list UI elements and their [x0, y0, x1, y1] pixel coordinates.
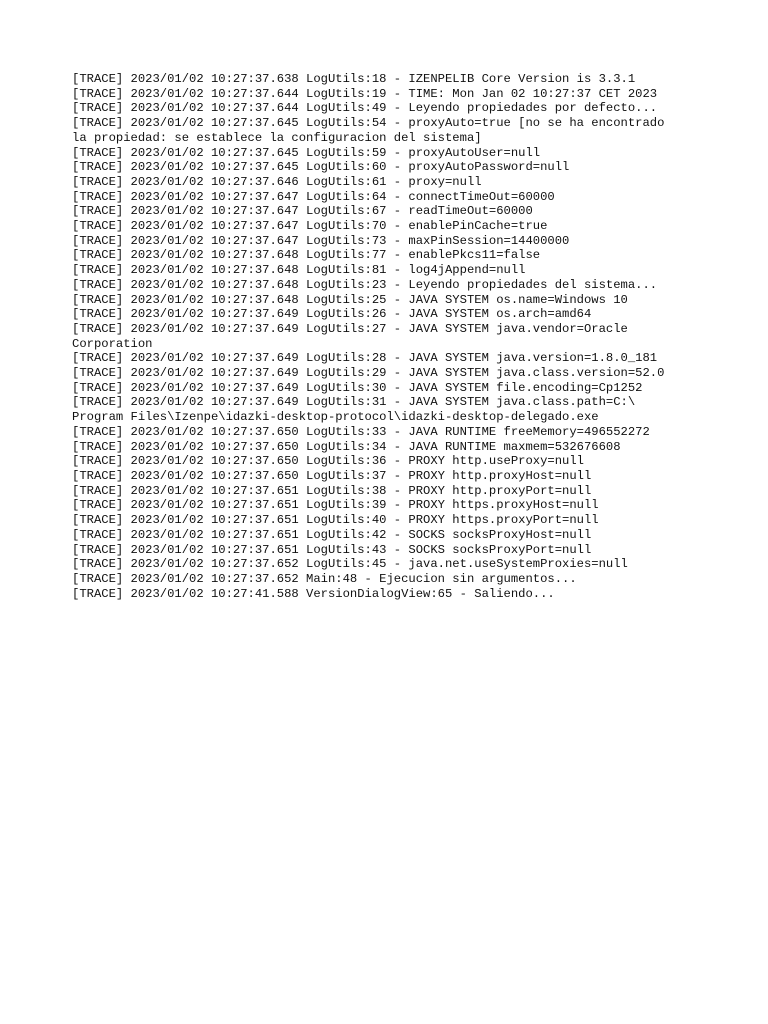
log-line: [TRACE] 2023/01/02 10:27:37.650 LogUtils:37 - PROXY http.proxyHost=null	[72, 468, 592, 483]
log-line: Program Files\Izenpe\idazki-desktop-protocol\idazki-desktop-delegado.exe	[72, 410, 599, 425]
log-line: [TRACE] 2023/01/02 10:27:37.644 LogUtils:19 - TIME: Mon Jan 02 10:27:37 CET 2023	[72, 86, 658, 101]
log-line: [TRACE] 2023/01/02 10:27:37.651 LogUtils:38 - PROXY http.proxyPort=null	[72, 483, 592, 498]
log-document	[72, 72, 692, 601]
log-line: [TRACE] 2023/01/02 10:27:37.649 LogUtils:28 - JAVA SYSTEM java.version=1.8.0_181	[72, 351, 658, 366]
log-line: [TRACE] 2023/01/02 10:27:37.644 LogUtils:49 - Leyendo propiedades por defecto...	[72, 101, 658, 116]
log-line: [TRACE] 2023/01/02 10:27:37.648 LogUtils:25 - JAVA SYSTEM os.name=Windows 10	[72, 292, 628, 307]
log-line: [TRACE] 2023/01/02 10:27:37.651 LogUtils:43 - SOCKS socksProxyPort=null	[72, 542, 592, 557]
log-line: [TRACE] 2023/01/02 10:27:37.650 LogUtils:34 - JAVA RUNTIME maxmem=532676608	[72, 439, 621, 454]
log-line: [TRACE] 2023/01/02 10:27:37.652 Main:48 - Ejecucion sin argumentos...	[72, 571, 577, 586]
log-line: [TRACE] 2023/01/02 10:27:37.649 LogUtils:29 - JAVA SYSTEM java.class.version=52.0	[72, 366, 665, 381]
log-line: Corporation	[72, 336, 153, 351]
log-line: [TRACE] 2023/01/02 10:27:37.650 LogUtils:33 - JAVA RUNTIME freeMemory=496552272	[72, 424, 650, 439]
log-line: [TRACE] 2023/01/02 10:27:37.647 LogUtils:73 - maxPinSession=14400000	[72, 233, 570, 248]
log-line: [TRACE] 2023/01/02 10:27:37.651 LogUtils:39 - PROXY https.proxyHost=null	[72, 498, 599, 513]
log-line: [TRACE] 2023/01/02 10:27:37.649 LogUtils:31 - JAVA SYSTEM java.class.path=C:\	[72, 395, 636, 410]
log-line: [TRACE] 2023/01/02 10:27:37.648 LogUtils:23 - Leyendo propiedades del sistema...	[72, 277, 658, 292]
log-line: [TRACE] 2023/01/02 10:27:37.649 LogUtils:27 - JAVA SYSTEM java.vendor=Oracle	[72, 321, 628, 336]
log-line: [TRACE] 2023/01/02 10:27:37.647 LogUtils:70 - enablePinCache=true	[72, 219, 548, 234]
log-line: [TRACE] 2023/01/02 10:27:37.652 LogUtils:45 - java.net.useSystemProxies=null	[72, 557, 628, 572]
log-line: [TRACE] 2023/01/02 10:27:37.645 LogUtils:59 - proxyAutoUser=null	[72, 145, 541, 160]
log-line: [TRACE] 2023/01/02 10:27:37.650 LogUtils:36 - PROXY http.useProxy=null	[72, 454, 584, 469]
log-line: [TRACE] 2023/01/02 10:27:37.651 LogUtils:40 - PROXY https.proxyPort=null	[72, 513, 599, 528]
log-line: [TRACE] 2023/01/02 10:27:37.649 LogUtils:26 - JAVA SYSTEM os.arch=amd64	[72, 307, 592, 322]
log-line: [TRACE] 2023/01/02 10:27:37.647 LogUtils:67 - readTimeOut=60000	[72, 204, 533, 219]
log-line: [TRACE] 2023/01/02 10:27:37.648 LogUtils:81 - log4jAppend=null	[72, 263, 526, 278]
log-line: [TRACE] 2023/01/02 10:27:37.651 LogUtils:42 - SOCKS socksProxyHost=null	[72, 527, 592, 542]
log-line: [TRACE] 2023/01/02 10:27:37.645 LogUtils:54 - proxyAuto=true [no se ha encontrado	[72, 116, 665, 131]
log-line: la propiedad: se establece la configuracion del sistema]	[72, 130, 482, 145]
log-line: [TRACE] 2023/01/02 10:27:37.648 LogUtils:77 - enablePkcs11=false	[72, 248, 541, 263]
log-line: [TRACE] 2023/01/02 10:27:37.647 LogUtils:64 - connectTimeOut=60000	[72, 189, 555, 204]
log-line: [TRACE] 2023/01/02 10:27:37.649 LogUtils:30 - JAVA SYSTEM file.encoding=Cp1252	[72, 380, 643, 395]
log-line: [TRACE] 2023/01/02 10:27:37.638 LogUtils:18 - IZENPELIB Core Version is 3.3.1	[72, 72, 636, 86]
log-line: [TRACE] 2023/01/02 10:27:37.646 LogUtils:61 - proxy=null	[72, 174, 482, 189]
log-line: [TRACE] 2023/01/02 10:27:41.588 VersionDialogView:65 - Saliendo...	[72, 586, 555, 601]
log-line: [TRACE] 2023/01/02 10:27:37.645 LogUtils:60 - proxyAutoPassword=null	[72, 160, 570, 175]
